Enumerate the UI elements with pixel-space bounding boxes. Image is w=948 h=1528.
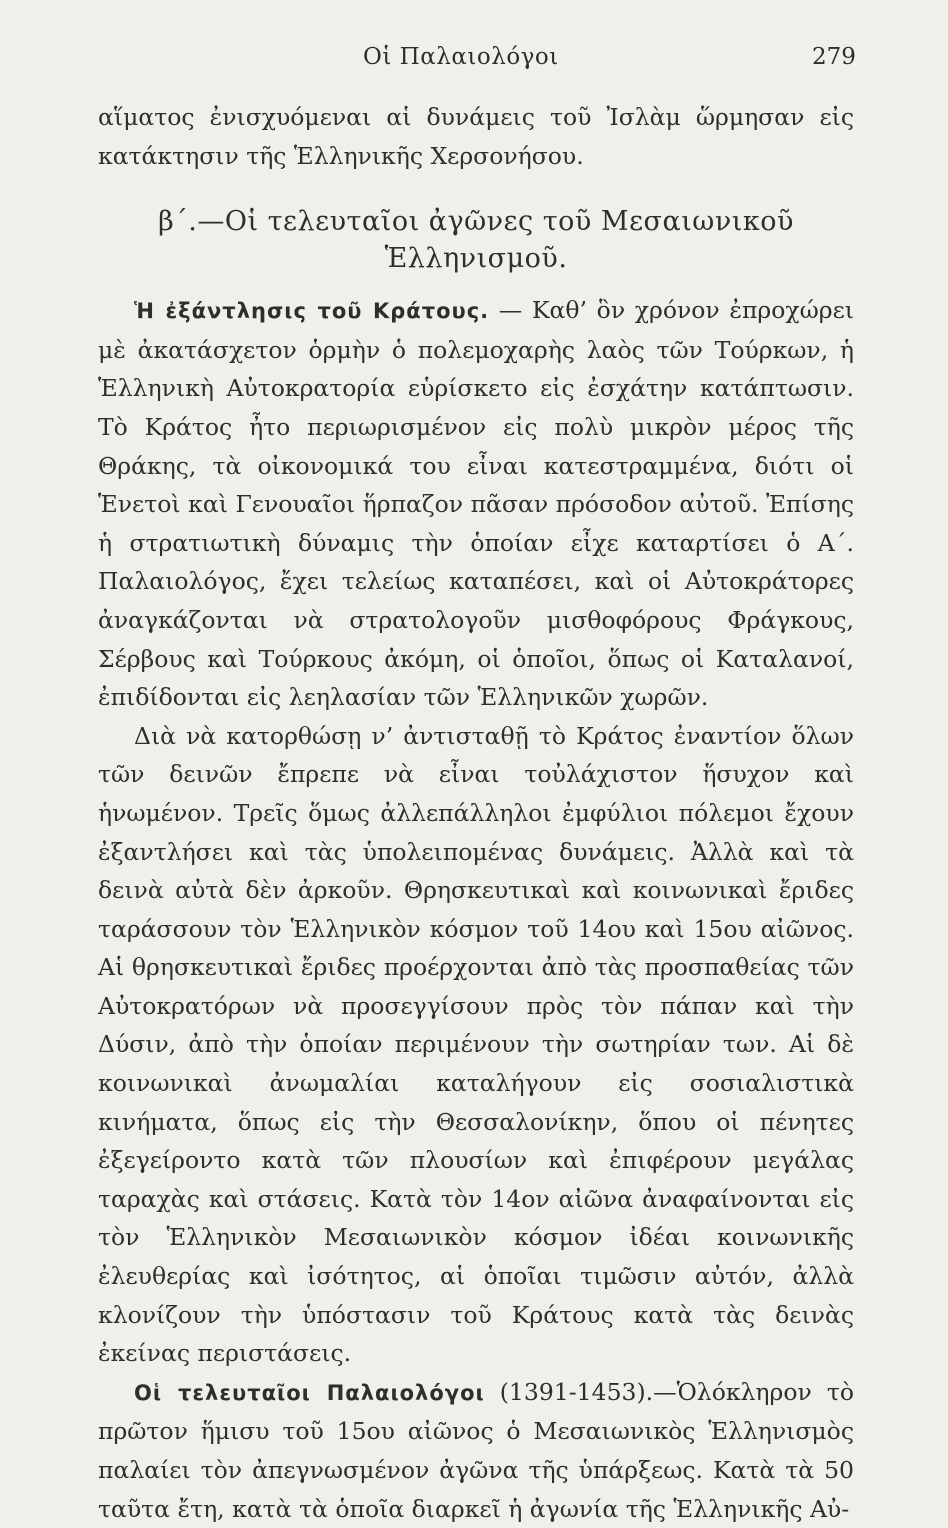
- body-text: [98, 98, 854, 1528]
- section-title-line1: β΄.—Οἱ τελευταῖοι ἀγῶνες τοῦ Μεσαιωνικοῦ: [158, 206, 794, 238]
- paragraph-heading: Οἱ τελευταῖοι Παλαιολόγοι: [134, 1380, 485, 1405]
- page-header: [0, 44, 948, 84]
- paragraph-text: (1391-1453).—Ὁλόκληρον τὸ πρῶτον ἥμισυ τοῦ 15ου αἰῶνος ὁ Μεσαιωνικὸς Ἑλληνισμὸς παλαίει τὸν ἀπεγνωσμένον ἀγῶνα τῆς ὑπάρξεως. Κατὰ τὰ 50 ταῦτα ἔτη, κατὰ τὰ ὁποῖα διαρκεῖ ἡ ἀγωνία τῆς Ἑλληνικῆς Αὐ-: [98, 1377, 854, 1523]
- paragraph-troubles: Διὰ νὰ κατορθώσῃ ν’ ἀντισταθῇ τὸ Κράτος ἐναντίον ὅλων τῶν δεινῶν ἔπρεπε νὰ εἶναι τοὐλάχιστον ἥσυχον καὶ ἡνωμένον. Τρεῖς ὅμως ἀλλεπάλληλοι ἐμφύλιοι πόλεμοι ἔχουν ἐξαντλήσει καὶ τὰς ὑπολειπομένας δυνάμεις. Ἀλλὰ καὶ τὰ δεινὰ αὐτὰ δὲν ἀρκοῦν. Θρησκευτικαὶ καὶ κοινωνικαὶ ἔριδες ταράσσουν τὸν Ἑλληνικὸν κόσμον τοῦ 14ου καὶ 15ου αἰῶνος. Αἱ θρησκευτικαὶ ἔριδες προέρχονται ἀπὸ τὰς προσπαθείας τῶν Αὐτοκρατόρων νὰ προσεγγίσουν πρὸς τὸν πάπαν καὶ τὴν Δύσιν, ἀπὸ τὴν ὁποίαν περιμένουν τὴν σωτηρίαν των. Αἱ δὲ κοινωνικαὶ ἀνωμαλίαι καταλήγουν εἰς σοσιαλιστικὰ κινήματα, ὅπως εἰς τὴν Θεσσαλονίκην, ὅπου οἱ πένητες ἐξεγείροντο κατὰ τῶν πλουσίων καὶ ἐπιφέρουν μεγάλας ταραχὰς καὶ στάσεις. Κατὰ τὸν 14ον αἰῶνα ἀναφαίνονται εἰς τὸν Ἑλληνικὸν Μεσαιωνικὸν κόσμον ἰδέαι κοινωνικῆς ἐλευθερίας καὶ ἰσότητος, αἱ ὁποῖαι τιμῶσιν αὐτόν, ἀλλὰ κλονίζουν τὴν ὑπόστασιν τοῦ Κράτους κατὰ τὰς δεινὰς ἐκείνας περιστάσεις.: [98, 721, 854, 1368]
- paragraph-text: — Καθ’ ὃν χρόνον ἐπροχώρει μὲ ἀκατάσχετον ὁρμὴν ὁ πολεμοχαρὴς λαὸς τῶν Τούρκων, ἡ Ἑλληνικὴ Αὐτοκρατορία εὑρίσκετο εἰς ἐσχάτην κατάπτωσιν. Τὸ Κράτος ἦτο περιωρισμένον εἰς πολὺ μικρὸν μέρος τῆς Θράκης, τὰ οἰκονομικά του εἶναι κατεστραμμένα, διότι οἱ Ἑνετοὶ καὶ Γενουαῖοι ἥρπαζον πᾶσαν πρόσοδον αὐτοῦ. Ἐπίσης ἡ στρατιωτικὴ δύναμις τὴν ὁποίαν εἶχε καταρτίσει ὁ Α΄. Παλαιολόγος, ἔχει τελείως καταπέσει, καὶ οἱ Αὐτοκράτορες ἀναγκάζονται νὰ στρατολογοῦν μισθοφόρους Φράγκους, Σέρβους καὶ Τούρκους ἀκόμη, οἱ ὁποῖοι, ὅπως οἱ Καταλανοί, ἐπιδίδονται εἰς λεηλασίαν τῶν Ἑλληνικῶν χωρῶν.: [98, 296, 854, 712]
- page-number: 279: [812, 44, 856, 70]
- paragraph-exhaustion: [98, 291, 854, 717]
- intro-paragraph: αἵματος ἐνισχυόμεναι αἱ δυνάμεις τοῦ Ἰσλὰμ ὥρμησαν εἰς κατάκτησιν τῆς Ἑλληνικῆς Χερσονήσου.: [98, 103, 854, 170]
- paragraph-last-palaiologoi: [98, 1373, 854, 1528]
- section-title-line2: Ἑλληνισμοῦ.: [384, 243, 568, 275]
- section-heading: [98, 203, 854, 277]
- running-title: Οἱ Παλαιολόγοι: [363, 44, 559, 70]
- paragraph-heading: Ἡ ἐξάντλησις τοῦ Κράτους.: [134, 299, 490, 324]
